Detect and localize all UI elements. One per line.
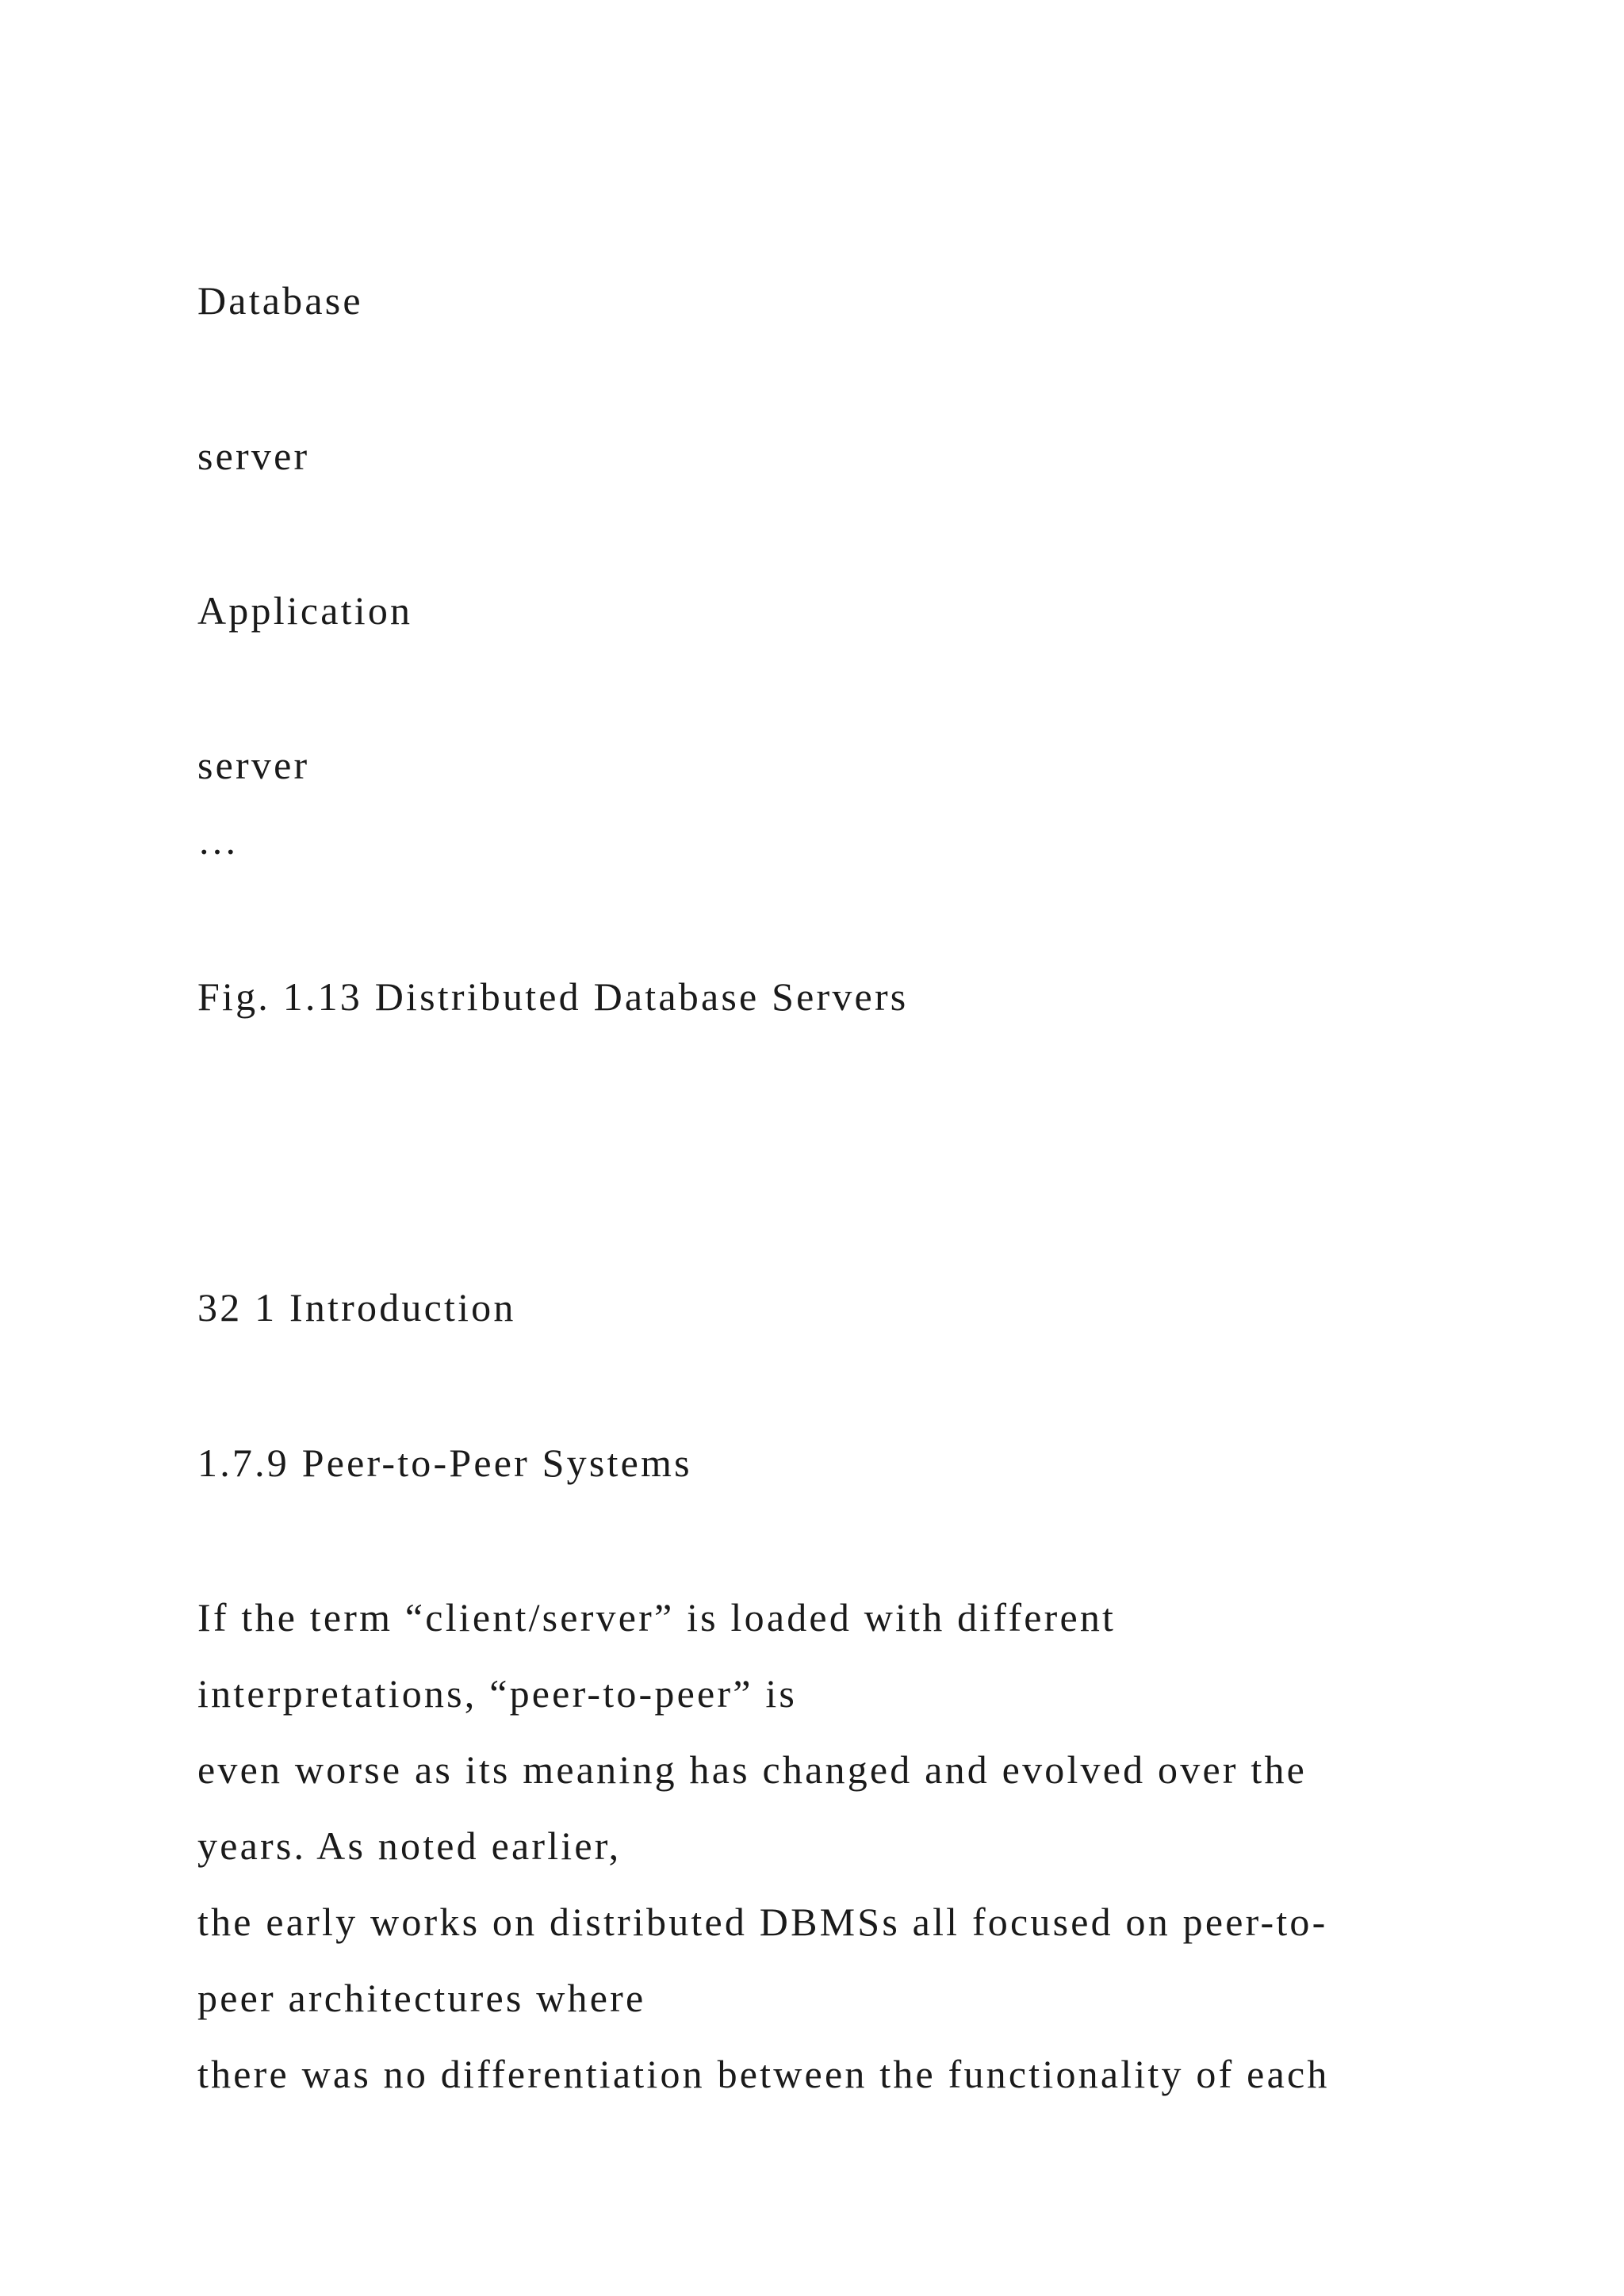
body-line: peer architectures where [197,1976,646,2020]
body-line: If the term “client/server” is loaded with different [197,1595,1116,1640]
running-header: 32 1 Introduction [197,1285,516,1330]
body-line: years. As noted earlier, [197,1823,622,1868]
body-line: the early works on distributed DBMSs all focused on peer-to- [197,1900,1328,1944]
body-line: even worse as its meaning has changed and evolved over the [197,1747,1308,1792]
figure-ellipsis: … [197,818,240,863]
section-heading: 1.7.9 Peer-to-Peer Systems [197,1441,692,1485]
figure-label-database: Database [197,278,363,323]
body-line: interpretations, “peer-to-peer” is [197,1671,798,1716]
figure-label-server: server [197,434,310,478]
figure-caption: Fig. 1.13 Distributed Database Servers [197,974,909,1019]
body-line: there was no differentiation between the functionality of each [197,2052,1330,2096]
figure-label-server: server [197,743,310,787]
figure-label-application: Application [197,588,413,633]
